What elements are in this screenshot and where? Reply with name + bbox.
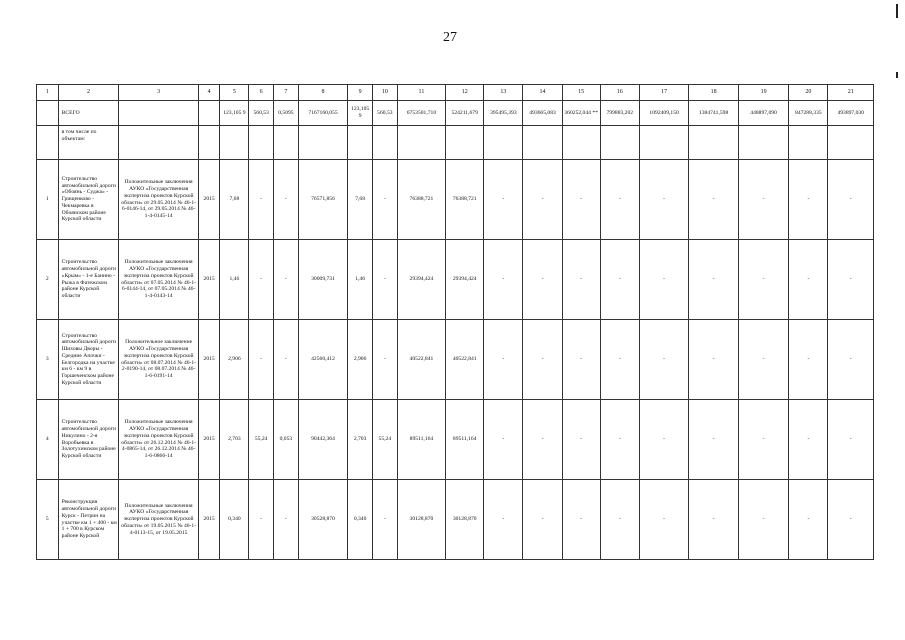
table-cell: 7,68 (348, 160, 373, 240)
table-cell: 1,46 (220, 240, 249, 320)
table-cell: 2,906 (348, 320, 373, 400)
table-cell: 4 (198, 85, 220, 101)
page-number: 27 (443, 30, 457, 45)
table-cell: 0,340 (220, 480, 249, 560)
table-cell: - (738, 320, 789, 400)
table-cell (119, 101, 198, 126)
table-cell: 2015 (198, 400, 220, 480)
table-cell: 6 (249, 85, 274, 101)
table-cell: Положительные заключения АУКО «Государственная экспертиза проектов Курской области» от 29.05.2014 № 46-1-6-0146-14, от 29.05.2014 № 46-1-4-0145-14 (119, 160, 198, 240)
table-cell: - (689, 480, 738, 560)
table-cell: ВСЕГО (58, 101, 119, 126)
table-cell: - (639, 240, 688, 320)
table-cell: - (372, 160, 397, 240)
table-cell: 9 (348, 85, 373, 101)
table-cell: - (249, 240, 274, 320)
table-cell: Строительство автомобильной дороги «Обоянь - Суджа» - Грищенково - Чекмаревка в Обоянском районе Курской области (58, 160, 119, 240)
table-cell: - (738, 240, 789, 320)
table-cell: - (689, 160, 738, 240)
table-cell: 799883,202 (600, 101, 639, 126)
table-cell: - (738, 480, 789, 560)
header-row (37, 85, 874, 101)
table-cell (738, 126, 789, 160)
table-cell (298, 126, 347, 160)
table-cell: 76571,856 (298, 160, 347, 240)
table-cell: 29394,424 (446, 240, 484, 320)
table-cell (119, 126, 198, 160)
table-cell: 847288,335 (789, 101, 828, 126)
right-edge-mark (896, 72, 898, 78)
table-cell (397, 126, 445, 160)
table-cell: - (372, 320, 397, 400)
table-cell: 40522,841 (446, 320, 484, 400)
table-cell (37, 101, 59, 126)
table-cell: - (738, 160, 789, 240)
table-cell (523, 126, 562, 160)
table-cell: 0,5095 (274, 101, 299, 126)
table-cell: 10 (372, 85, 397, 101)
table-cell: - (484, 320, 523, 400)
table-cell (274, 126, 299, 160)
table-cell: 2015 (198, 240, 220, 320)
table-cell: - (249, 160, 274, 240)
table-cell: 1,46 (348, 240, 373, 320)
table-cell: 2015 (198, 160, 220, 240)
investment-table (36, 84, 874, 560)
table-cell: 15 (562, 85, 600, 101)
table-cell: 2,906 (220, 320, 249, 400)
table-cell: - (789, 320, 828, 400)
table-cell: Строительство автомобильной дороги «Крым» - 1-е Банино - Рыжа в Фатежском районе Курской области (58, 240, 119, 320)
sub-label: в том числе по объектам: (58, 126, 119, 160)
table-cell: - (274, 320, 299, 400)
table-cell: - (639, 400, 688, 480)
table-cell: 17 (639, 85, 688, 101)
table-cell: - (639, 480, 688, 560)
table-cell: 19 (738, 85, 789, 101)
table-cell: 7167160,055 (298, 101, 347, 126)
table-cell: 4 (37, 400, 59, 480)
table-cell (249, 126, 274, 160)
table-row (37, 400, 874, 480)
table-cell: - (738, 400, 789, 480)
table-cell: - (372, 240, 397, 320)
table-cell: - (484, 240, 523, 320)
table-cell: - (789, 480, 828, 560)
table-cell: 2,703 (220, 400, 249, 480)
table-cell: 560,53 (249, 101, 274, 126)
table-cell: 29394,424 (397, 240, 445, 320)
table-cell: Положительные заключения АУКО «Государственная экспертиза проектов Курской области» от 07.05.2014 № 46-1-6-0144-14, от 07.05.2014 № 46-1-4-0143-14 (119, 240, 198, 320)
table-cell: 493665,083 (523, 101, 562, 126)
table-cell: 30128,870 (397, 480, 445, 560)
total-row (37, 101, 874, 126)
table-cell: 3 (119, 85, 198, 101)
table-cell (789, 126, 828, 160)
table-cell: 30528,870 (298, 480, 347, 560)
table-cell: Положительное заключение АУКО «Государственная экспертиза проектов Курской области» от 08.07.2014 № 46-1-2-0190-14, от 08.07.2014 № 46-1-6-0191-14 (119, 320, 198, 400)
table-cell: 89511,164 (397, 400, 445, 480)
table-cell: 5 (220, 85, 249, 101)
table-cell: 14 (523, 85, 562, 101)
table-cell: - (523, 400, 562, 480)
table-cell: - (274, 160, 299, 240)
table-cell: - (600, 480, 639, 560)
table-row (37, 480, 874, 560)
subheader-row (37, 126, 874, 160)
table-cell (220, 126, 249, 160)
table-cell: - (274, 480, 299, 560)
table-cell (828, 126, 874, 160)
table-cell: - (562, 400, 600, 480)
table-cell: 7 (274, 85, 299, 101)
table-cell: - (828, 320, 874, 400)
table-cell (484, 126, 523, 160)
table-cell: 6753501,710 (397, 101, 445, 126)
table-cell (446, 126, 484, 160)
table-row (37, 320, 874, 400)
table-cell: 3 (37, 320, 59, 400)
table-cell: - (828, 160, 874, 240)
table-cell: 448897,090 (738, 101, 789, 126)
table-cell: 395495,393 (484, 101, 523, 126)
table-cell: 2015 (198, 480, 220, 560)
table-cell: 42560,412 (298, 320, 347, 400)
table-cell (562, 126, 600, 160)
table-cell: 76388,721 (397, 160, 445, 240)
table-cell: - (828, 240, 874, 320)
table-cell: 493897,030 (828, 101, 874, 126)
table-cell (689, 126, 738, 160)
table-cell: - (523, 160, 562, 240)
table-cell: 8 (298, 85, 347, 101)
table-cell: 524211,679 (446, 101, 484, 126)
table-cell: - (523, 240, 562, 320)
table-cell: 30009,731 (298, 240, 347, 320)
table-cell: - (789, 400, 828, 480)
table-cell: 1092409,150 (639, 101, 688, 126)
table-cell: - (562, 240, 600, 320)
table-cell (639, 126, 688, 160)
table-cell: 2 (37, 240, 59, 320)
table-cell: 76388,721 (446, 160, 484, 240)
table-cell: - (600, 160, 639, 240)
table-cell: - (600, 400, 639, 480)
table-cell: - (600, 320, 639, 400)
table-cell: 2 (58, 85, 119, 101)
table-cell: 360252,044 ** (562, 101, 600, 126)
table-cell: 30128,870 (446, 480, 484, 560)
table-cell: - (562, 160, 600, 240)
table-cell: 89511,164 (446, 400, 484, 480)
table-cell: - (274, 240, 299, 320)
table-cell: Реконструкция автомобильной дороги Курск - Петрин на участке км 1 + 400 - км 1 + 700 в Курском районе Курской (58, 480, 119, 560)
table-cell: 55,24 (372, 400, 397, 480)
table-cell: - (639, 160, 688, 240)
table-cell: 2,703 (348, 400, 373, 480)
table-cell: 90442,364 (298, 400, 347, 480)
table-cell: - (484, 480, 523, 560)
table-cell: 7,68 (220, 160, 249, 240)
table-cell: 123,105 9 (220, 101, 249, 126)
table-cell: Строительство автомобильной дороги Никулино - 2-я Воробьевка в Золотухинском районе Курской области (58, 400, 119, 480)
table-cell: 18 (689, 85, 738, 101)
table-cell: 560,53 (372, 101, 397, 126)
table-cell: Строительство автомобильной дороги Шиховы Дворы - Средние Апочки - Белгородка на участке км 6 - км 9 в Горшеченском районе Курской области (58, 320, 119, 400)
table-cell (600, 126, 639, 160)
table-cell: Положительные заключения АУКО «Государственная экспертиза проектов Курской области» от 19.05.2015 № 46-1-4-0113-15, от 19.05.2015 (119, 480, 198, 560)
table-cell: - (639, 320, 688, 400)
table-cell: - (789, 240, 828, 320)
table-cell: 21 (828, 85, 874, 101)
table-row (37, 240, 874, 320)
table-cell: - (484, 400, 523, 480)
table-cell: - (689, 320, 738, 400)
table-cell: - (562, 320, 600, 400)
table-cell: - (562, 480, 600, 560)
table-cell: 16 (600, 85, 639, 101)
table-cell: 1 (37, 160, 59, 240)
table-cell (372, 126, 397, 160)
table-cell: 123,105 9 (348, 101, 373, 126)
table-cell: 0,053 (274, 400, 299, 480)
table-cell: - (484, 160, 523, 240)
table-cell: 55,24 (249, 400, 274, 480)
table-cell: 1 (37, 85, 59, 101)
table-cell: - (249, 480, 274, 560)
table-cell: 11 (397, 85, 445, 101)
table-cell: 20 (789, 85, 828, 101)
table-cell: 12 (446, 85, 484, 101)
table-cell: 0,340 (348, 480, 373, 560)
table-cell: 40522,841 (397, 320, 445, 400)
table-cell: - (828, 400, 874, 480)
table-row (37, 160, 874, 240)
table-cell: 13 (484, 85, 523, 101)
table-cell: - (523, 480, 562, 560)
table-cell: - (789, 160, 828, 240)
table-cell: - (523, 320, 562, 400)
table-cell (37, 126, 59, 160)
table-cell (198, 101, 220, 126)
table-cell (198, 126, 220, 160)
right-edge-mark (896, 4, 898, 18)
table-cell: - (600, 240, 639, 320)
table-cell: 1384741,598 (689, 101, 738, 126)
table-cell: - (689, 240, 738, 320)
table-cell: - (372, 480, 397, 560)
table-cell (348, 126, 373, 160)
table-cell: - (689, 400, 738, 480)
table-cell: Положительные заключения АУКО «Государственная экспертиза проектов Курской области» от 26.12.2014 № 46-1-4-0865-14, от 26.12.2014 № 46-1-6-0866-14 (119, 400, 198, 480)
table-cell: 5 (37, 480, 59, 560)
table-cell: 2015 (198, 320, 220, 400)
table-cell: - (828, 480, 874, 560)
table-cell: - (249, 320, 274, 400)
